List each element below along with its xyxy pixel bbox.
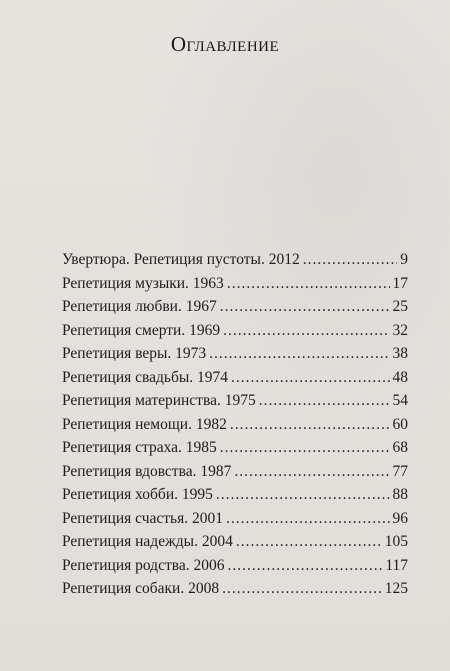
toc-entry-title: Репетиция свадьбы. 1974 <box>62 368 229 386</box>
toc-entry <box>62 580 408 604</box>
toc-entry <box>62 510 408 534</box>
toc-entry <box>62 557 408 581</box>
toc-entry <box>62 439 408 463</box>
toc-entry-title: Репетиция родства. 2006 <box>62 556 225 574</box>
toc-entry-title: Репетиция материнства. 1975 <box>62 392 256 409</box>
dot-leader <box>236 533 382 551</box>
toc-entry-title: Репетиция немощи. 1982 <box>62 415 227 433</box>
dot-leader <box>220 439 390 457</box>
dot-leader <box>222 580 382 598</box>
toc-entry-page: 9 <box>400 251 408 268</box>
toc-entry-page: 68 <box>392 439 408 456</box>
toc-entry-page: 54 <box>392 392 408 409</box>
toc-entry-page: 125 <box>384 580 408 597</box>
page-title: Оглавление <box>170 32 280 56</box>
dot-leader <box>209 345 389 363</box>
toc-entry-page: 117 <box>385 556 408 574</box>
toc-entry-page: 17 <box>392 274 408 292</box>
toc-entry-title: Репетиция надежды. 2004 <box>62 533 233 550</box>
toc-entry-title: Увертюра. Репетиция пустоты. 2012 <box>62 251 300 268</box>
dot-leader <box>216 486 390 504</box>
toc-entry-page: 32 <box>392 321 408 339</box>
toc-entry <box>62 251 408 275</box>
dot-leader <box>303 251 398 269</box>
dot-leader <box>226 510 390 528</box>
toc-entry-title: Репетиция собаки. 2008 <box>62 580 220 597</box>
toc-entry <box>62 322 408 346</box>
toc-entry-title: Репетиция счастья. 2001 <box>62 509 223 527</box>
toc-entry-page: 105 <box>384 533 408 550</box>
toc-entry-page: 48 <box>392 368 408 386</box>
dot-leader <box>259 392 390 410</box>
dot-leader <box>231 369 389 387</box>
dot-leader <box>234 463 389 481</box>
toc-entry <box>62 345 408 369</box>
dot-leader <box>227 557 382 575</box>
toc-entry-title: Репетиция вдовства. 1987 <box>62 462 232 480</box>
table-of-contents <box>62 251 408 604</box>
toc-entry <box>62 486 408 510</box>
toc-entry <box>62 275 408 299</box>
toc-entry <box>62 392 408 416</box>
dot-leader <box>230 416 390 434</box>
toc-entry-page: 38 <box>392 345 408 362</box>
toc-entry <box>62 533 408 557</box>
toc-entry-title: Репетиция музыки. 1963 <box>62 274 224 292</box>
toc-entry-page: 25 <box>392 298 408 315</box>
toc-entry-title: Репетиция смерти. 1969 <box>62 321 221 339</box>
toc-entry-title: Репетиция любви. 1967 <box>62 298 217 315</box>
toc-entry-title: Репетиция хобби. 1995 <box>62 486 213 503</box>
toc-entry <box>62 463 408 487</box>
dot-leader <box>220 298 390 316</box>
toc-entry-title: Репетиция страха. 1985 <box>62 439 217 456</box>
toc-entry-page: 96 <box>392 509 408 527</box>
toc-entry-page: 88 <box>392 486 408 503</box>
dot-leader <box>223 322 389 340</box>
toc-entry-page: 77 <box>392 462 408 480</box>
toc-entry-title: Репетиция веры. 1973 <box>62 345 207 362</box>
toc-entry <box>62 369 408 393</box>
toc-entry-page: 60 <box>392 415 408 433</box>
dot-leader <box>227 275 390 293</box>
toc-entry <box>62 298 408 322</box>
toc-entry <box>62 416 408 440</box>
